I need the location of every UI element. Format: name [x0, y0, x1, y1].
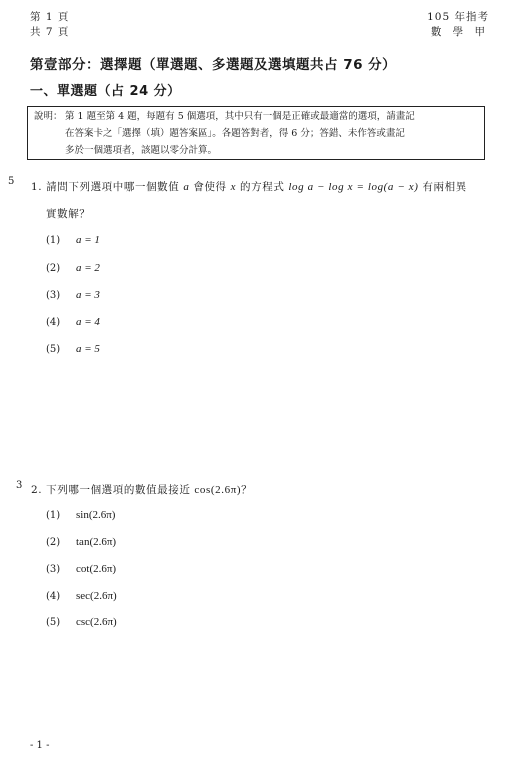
- math-variable: a: [183, 181, 190, 193]
- option-label: (1): [46, 510, 61, 521]
- option-label: (1): [46, 235, 61, 246]
- exam-name: 105 年指考: [427, 11, 489, 23]
- option-label: (5): [46, 344, 61, 355]
- part-title: 第壹部分：選擇題（單選題、多選題及選填題共占 76 分）: [30, 57, 397, 73]
- equation: log a − log x = log(a − x): [288, 181, 419, 193]
- option-label: (3): [46, 564, 61, 575]
- page-indicator: 第 1 頁: [30, 11, 70, 23]
- page-number: - 1 -: [30, 740, 50, 751]
- option-value: sec(2.6π): [76, 590, 117, 602]
- question-text: 有兩相異: [418, 181, 467, 193]
- option: [46, 563, 116, 575]
- option-value: a = 4: [76, 316, 100, 328]
- total-pages: 共 7 頁: [30, 26, 70, 38]
- question-number: 1.: [31, 181, 43, 193]
- subject-name: 數 學 甲: [430, 26, 489, 38]
- option: [46, 234, 100, 246]
- option: [46, 509, 115, 521]
- option: [46, 536, 116, 548]
- instructions-box: [27, 106, 485, 160]
- question-text: 的方程式: [236, 181, 289, 193]
- question-text: 會使得: [189, 181, 231, 193]
- option-value: csc(2.6π): [76, 616, 117, 628]
- question-2-text: [31, 482, 252, 497]
- option: [46, 343, 100, 355]
- question-text: 請問下列選項中哪一個數值: [46, 181, 184, 193]
- option-value: a = 5: [76, 343, 100, 355]
- option-label: (4): [46, 591, 61, 602]
- instructions-prefix: 說明：: [34, 111, 63, 122]
- option-label: (4): [46, 317, 61, 328]
- option: [46, 316, 100, 328]
- option-label: (3): [46, 290, 61, 301]
- question-text: 下列哪一個選項的數值最接近: [46, 484, 195, 496]
- question-number: 2.: [31, 484, 43, 496]
- option-value: tan(2.6π): [76, 536, 117, 548]
- instructions-line: 第 1 題至第 4 題，每題有 5 個選項，其中只有一個是正確或最適當的選項，請畫記: [65, 111, 415, 122]
- question-text: ？: [241, 484, 253, 496]
- option-value: cot(2.6π): [76, 563, 117, 575]
- option-label: (2): [46, 537, 61, 548]
- option: [46, 616, 117, 628]
- math-expression: cos(2.6π): [194, 484, 242, 496]
- option-value: a = 2: [76, 262, 100, 274]
- question-1-text: [31, 179, 467, 194]
- option-label: (2): [46, 263, 61, 274]
- instructions-line: 在答案卡之「選擇（填）題答案區」。各題答對者，得 6 分；答錯、未作答或畫記: [65, 128, 405, 139]
- option-value: sin(2.6π): [76, 509, 116, 521]
- option-value: a = 3: [76, 289, 100, 301]
- math-variable: x: [230, 181, 237, 193]
- option: [46, 289, 100, 301]
- question-margin-mark: 3: [16, 480, 23, 491]
- section-title: 一、單選題（占 24 分）: [30, 84, 181, 99]
- instructions-line: 多於一個選項者，該題以零分計算。: [65, 145, 218, 156]
- option: [46, 590, 117, 602]
- question-margin-mark: 5: [8, 176, 15, 187]
- option-label: (5): [46, 617, 61, 628]
- option-value: a = 1: [76, 234, 100, 246]
- question-text-line2: 實數解？: [46, 208, 91, 220]
- option: [46, 262, 100, 274]
